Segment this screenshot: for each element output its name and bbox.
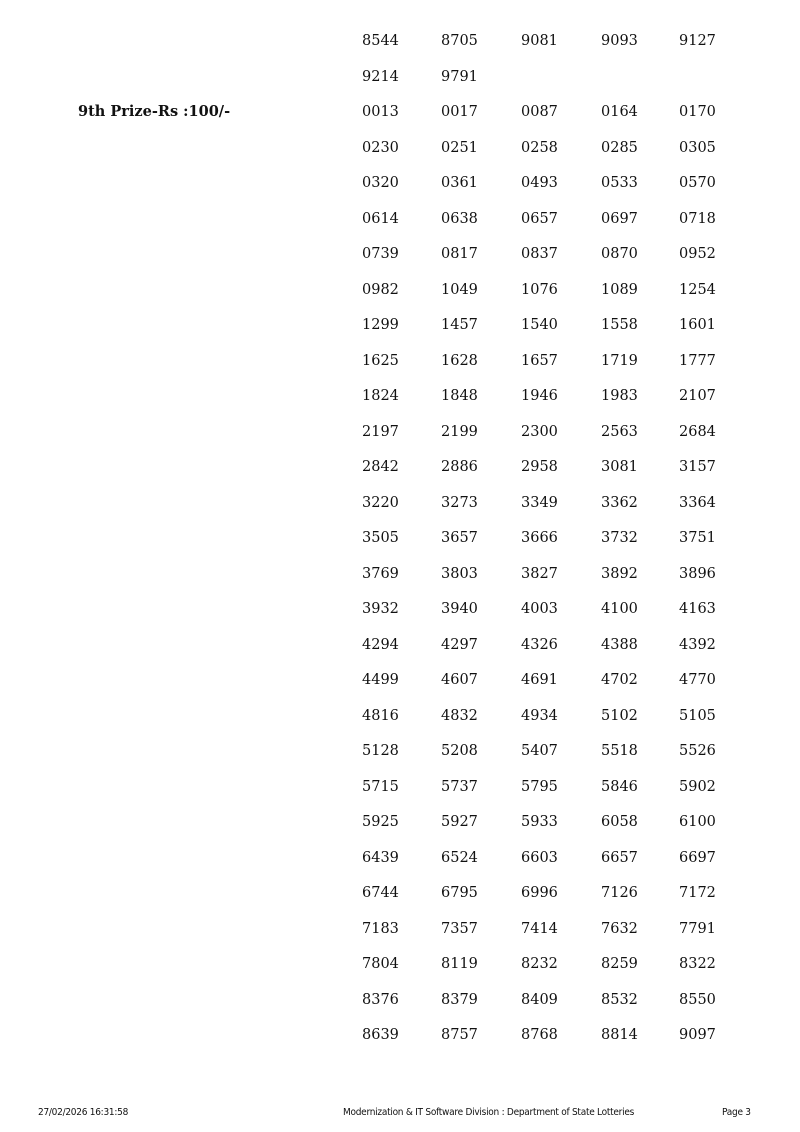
- ticket-number: 5715: [362, 778, 399, 795]
- ticket-number: 5407: [521, 743, 558, 759]
- ticket-number: 8550: [679, 991, 716, 1008]
- ticket-number: 0870: [601, 246, 638, 262]
- ticket-number: 8757: [441, 1027, 478, 1043]
- ticket-number: 5902: [679, 778, 716, 795]
- ticket-number: 7357: [441, 920, 478, 937]
- ticket-number: 3803: [441, 565, 478, 582]
- prize-label: 9th Prize-Rs :100/-: [78, 103, 231, 120]
- ticket-number: 4607: [441, 672, 478, 688]
- ticket-number: 5737: [441, 778, 478, 795]
- ticket-number: 0305: [679, 139, 716, 156]
- ticket-number: 0361: [441, 175, 478, 191]
- ticket-number: 0320: [362, 175, 399, 191]
- ticket-number: 3892: [601, 565, 638, 582]
- ticket-number: 3896: [679, 565, 716, 582]
- ticket-number: 4003: [521, 601, 558, 617]
- ticket-number: 4297: [441, 636, 478, 653]
- ticket-number: 0258: [521, 139, 558, 156]
- result-row: [0, 564, 800, 584]
- ticket-number: 1628: [441, 352, 478, 369]
- ticket-number: 8639: [362, 1027, 399, 1043]
- ticket-number: 4294: [362, 636, 399, 653]
- ticket-number: 4816: [362, 707, 399, 724]
- result-row: [0, 777, 800, 797]
- result-row: [0, 386, 800, 406]
- result-row: [0, 457, 800, 477]
- result-row: [0, 138, 800, 158]
- ticket-number: 0493: [521, 175, 558, 191]
- ticket-number: 0614: [362, 210, 399, 227]
- ticket-number: 5208: [441, 743, 478, 759]
- ticket-number: 2842: [362, 459, 399, 475]
- ticket-number: 3362: [601, 494, 638, 511]
- ticket-number: 6657: [601, 849, 638, 866]
- ticket-number: 5526: [679, 743, 716, 759]
- ticket-number: 8232: [521, 956, 558, 972]
- ticket-number: 1089: [601, 281, 638, 298]
- result-row: [0, 102, 800, 122]
- ticket-number: 2563: [601, 423, 638, 440]
- ticket-number: 4934: [521, 707, 558, 724]
- ticket-number: 8532: [601, 991, 638, 1008]
- ticket-number: 1824: [362, 388, 399, 404]
- ticket-number: 9081: [521, 33, 558, 49]
- ticket-number: 1540: [521, 317, 558, 333]
- ticket-number: 7632: [601, 920, 638, 937]
- ticket-number: 9791: [441, 68, 478, 85]
- ticket-number: 4163: [679, 601, 716, 617]
- ticket-number: 3220: [362, 494, 399, 511]
- ticket-number: 2684: [679, 423, 716, 440]
- ticket-number: 4100: [601, 601, 638, 617]
- ticket-number: 0087: [521, 104, 558, 120]
- ticket-number: 0837: [521, 246, 558, 262]
- result-row: [0, 422, 800, 442]
- ticket-number: 7126: [601, 885, 638, 901]
- ticket-number: 2199: [441, 423, 478, 440]
- footer-division: Modernization & IT Software Division : Department of State Lotteries: [343, 1107, 635, 1118]
- ticket-number: 3349: [521, 494, 558, 511]
- ticket-number: 1076: [521, 281, 558, 298]
- ticket-number: 0817: [441, 246, 478, 262]
- ticket-number: 0230: [362, 139, 399, 156]
- ticket-number: 4392: [679, 636, 716, 653]
- ticket-number: 2107: [679, 388, 716, 404]
- ticket-number: 1601: [679, 317, 716, 333]
- ticket-number: 0570: [679, 175, 716, 191]
- result-row: [0, 315, 800, 335]
- ticket-number: 3932: [362, 601, 399, 617]
- ticket-number: 3273: [441, 494, 478, 511]
- ticket-number: 5518: [601, 743, 638, 759]
- result-row: [0, 990, 800, 1010]
- result-row: [0, 599, 800, 619]
- ticket-number: 5925: [362, 814, 399, 830]
- ticket-number: 0982: [362, 281, 399, 298]
- result-row: [0, 1025, 800, 1045]
- ticket-number: 5105: [679, 707, 716, 724]
- ticket-number: 6100: [679, 814, 716, 830]
- ticket-number: 4388: [601, 636, 638, 653]
- ticket-number: 0164: [601, 104, 638, 120]
- ticket-number: 0251: [441, 139, 478, 156]
- ticket-number: 1457: [441, 317, 478, 333]
- result-row: [0, 812, 800, 832]
- ticket-number: 8119: [441, 956, 478, 972]
- ticket-number: 0739: [362, 246, 399, 262]
- ticket-number: 2958: [521, 459, 558, 475]
- result-row: [0, 351, 800, 371]
- ticket-number: 1777: [679, 352, 716, 369]
- ticket-number: 8409: [521, 991, 558, 1008]
- ticket-number: 4691: [521, 672, 558, 688]
- ticket-number: 1625: [362, 352, 399, 369]
- result-row: [0, 670, 800, 690]
- result-row: [0, 635, 800, 655]
- result-row: [0, 848, 800, 868]
- ticket-number: 6996: [521, 885, 558, 901]
- ticket-number: 8814: [601, 1027, 638, 1043]
- ticket-number: 1848: [441, 388, 478, 404]
- ticket-number: 3657: [441, 530, 478, 546]
- ticket-number: 4326: [521, 636, 558, 653]
- ticket-number: 6058: [601, 814, 638, 830]
- ticket-number: 6744: [362, 885, 399, 901]
- ticket-number: 8376: [362, 991, 399, 1008]
- footer-timestamp: 27/02/2026 16:31:58: [38, 1107, 129, 1118]
- result-row: [0, 31, 800, 51]
- ticket-number: 2886: [441, 459, 478, 475]
- ticket-number: 1983: [601, 388, 638, 404]
- ticket-number: 3769: [362, 565, 399, 582]
- ticket-number: 0697: [601, 210, 638, 227]
- ticket-number: 3940: [441, 601, 478, 617]
- ticket-number: 3751: [679, 530, 716, 546]
- ticket-number: 0013: [362, 104, 399, 120]
- ticket-number: 3505: [362, 530, 399, 546]
- ticket-number: 8768: [521, 1027, 558, 1043]
- ticket-number: 0285: [601, 139, 638, 156]
- ticket-number: 7414: [521, 920, 558, 937]
- ticket-number: 6795: [441, 885, 478, 901]
- ticket-number: 0638: [441, 210, 478, 227]
- result-row: [0, 883, 800, 903]
- ticket-number: 5933: [521, 814, 558, 830]
- ticket-number: 4499: [362, 672, 399, 688]
- ticket-number: 4832: [441, 707, 478, 724]
- ticket-number: 1299: [362, 317, 399, 333]
- ticket-number: 7804: [362, 956, 399, 972]
- result-row: [0, 67, 800, 87]
- result-row: [0, 528, 800, 548]
- ticket-number: 8705: [441, 33, 478, 49]
- ticket-number: 9127: [679, 33, 716, 49]
- result-row: [0, 954, 800, 974]
- ticket-number: 5927: [441, 814, 478, 830]
- ticket-number: 3081: [601, 459, 638, 475]
- ticket-number: 0657: [521, 210, 558, 227]
- ticket-number: 6524: [441, 849, 478, 866]
- ticket-number: 1719: [601, 352, 638, 369]
- ticket-number: 1254: [679, 281, 716, 298]
- ticket-number: 0017: [441, 104, 478, 120]
- ticket-number: 9093: [601, 33, 638, 49]
- ticket-number: 5128: [362, 743, 399, 759]
- ticket-number: 1657: [521, 352, 558, 369]
- ticket-number: 0170: [679, 104, 716, 120]
- ticket-number: 8544: [362, 33, 399, 49]
- result-row: [0, 244, 800, 264]
- ticket-number: 1558: [601, 317, 638, 333]
- ticket-number: 4702: [601, 672, 638, 688]
- result-row: [0, 209, 800, 229]
- result-row: [0, 741, 800, 761]
- ticket-number: 3827: [521, 565, 558, 582]
- ticket-number: 0718: [679, 210, 716, 227]
- ticket-number: 6603: [521, 849, 558, 866]
- result-row: [0, 919, 800, 939]
- ticket-number: 0533: [601, 175, 638, 191]
- ticket-number: 3157: [679, 459, 716, 475]
- ticket-number: 8379: [441, 991, 478, 1008]
- result-row: [0, 280, 800, 300]
- ticket-number: 1049: [441, 281, 478, 298]
- ticket-number: 3732: [601, 530, 638, 546]
- ticket-number: 7183: [362, 920, 399, 937]
- footer-page-number: Page 3: [722, 1107, 751, 1118]
- ticket-number: 3364: [679, 494, 716, 511]
- ticket-number: 2197: [362, 423, 399, 440]
- ticket-number: 7172: [679, 885, 716, 901]
- ticket-number: 8259: [601, 956, 638, 972]
- ticket-number: 6697: [679, 849, 716, 866]
- ticket-number: 5102: [601, 707, 638, 724]
- ticket-number: 8322: [679, 956, 716, 972]
- ticket-number: 7791: [679, 920, 716, 937]
- ticket-number: 9097: [679, 1027, 716, 1043]
- result-row: [0, 173, 800, 193]
- ticket-number: 6439: [362, 849, 399, 866]
- ticket-number: 5795: [521, 778, 558, 795]
- result-row: [0, 706, 800, 726]
- ticket-number: 9214: [362, 68, 399, 85]
- ticket-number: 3666: [521, 530, 558, 546]
- ticket-number: 2300: [521, 423, 558, 440]
- ticket-number: 4770: [679, 672, 716, 688]
- ticket-number: 5846: [601, 778, 638, 795]
- result-row: [0, 493, 800, 513]
- ticket-number: 1946: [521, 388, 558, 404]
- ticket-number: 0952: [679, 246, 716, 262]
